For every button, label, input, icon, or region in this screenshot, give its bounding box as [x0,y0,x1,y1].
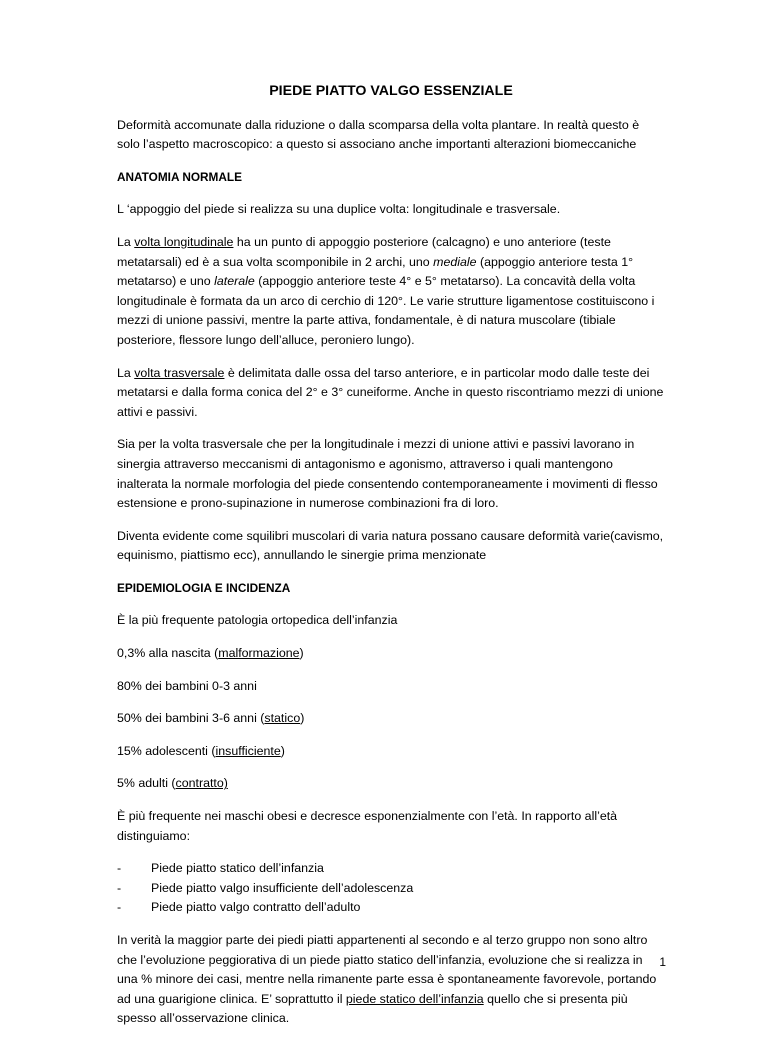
italic-term-mediale: mediale [433,254,477,269]
text-run: (appoggio anteriore testa 1° metatarso) e uno [117,254,634,289]
underlined-term: statico [264,711,301,726]
list-item [117,879,665,899]
text-run: ) [280,743,285,758]
list-dash: - [117,861,122,876]
text-run: (appoggio anteriore teste 4° e 5° metatarso). La concavità della volta longitudinale è formata da un arco di cerchio di 120°. Le varie strutture ligamentose costituiscono i mezzi di unione passivi, mentre la parte attiva, fondamentale, è di natura muscolare (tibiale posteriore, flessore lungo dell’alluce, peroniero lungo). [117,274,655,347]
text-run: quello che si presenta più spesso all’osservazione clinica. [117,991,628,1026]
text-run: In verità la maggior parte dei piedi piatti appartenenti al secondo e al terzo gruppo non sono altro che l’evoluzione peggiorativa di un piede piatto statico dell’infanzia, evoluzione che si realizza in una % minore dei casi, mentre nella rimanente parte essa è spontaneamente favorevole, portando ad una guarigione clinica. E’ soprattutto il [117,933,657,1006]
list-item-text: Piede piatto valgo insufficiente dell’adolescenza [151,880,414,895]
underlined-term-piede-statico: piede statico dell’infanzia [345,991,484,1006]
text-run: ) [300,711,305,726]
stat-line-3-6-anni [117,709,665,729]
epidemiology-paragraph-1: È la più frequente patologia ortopedica dell’infanzia [117,613,398,628]
epidemiology-paragraph-2: È più frequente nei maschi obesi e decresce esponenzialmente con l’età. In rapporto all’età distinguiamo: [117,809,618,843]
stat-line-0-3-anni [117,677,665,697]
anatomy-paragraph-2 [117,233,665,351]
text-run: 80% dei bambini 0-3 anni [117,678,257,693]
text-run: ha un punto di appoggio posteriore (calcagno) e uno anteriore (teste metatarsali) ed è a sua volta scomponibile in 2 archi, uno [117,234,611,269]
document-body [117,82,665,1042]
text-run: La [117,234,135,249]
section-heading-anatomia: ANATOMIA NORMALE [117,169,242,184]
stat-line-adolescenti [117,742,665,762]
anatomy-paragraph-4: Sia per la volta trasversale che per la longitudinale i mezzi di unione attivi e passivi lavorano in sinergia attraverso meccanismi di antagonismo e agonismo, attraverso i quali mantengono inalterata la normale morfologia del piede consentendo contemporaneamente i movimenti di flesso estensione e prono-supinazione in numerose combinazioni fra di loro. [117,437,658,511]
text-run: 0,3% alla nascita ( [117,646,219,661]
list-item [117,859,665,879]
stat-line-nascita [117,644,665,664]
text-run: è delimitata dalle ossa del tarso anteriore, e in particolar modo dalle teste dei metatarsi e dalla forma conica del 2° e 3° cuneiforme. Anche in questo riscontriamo mezzi di unione attivi e passivi. [117,365,664,419]
text-run: 15% adolescenti ( [117,743,216,758]
intro-paragraph: Deformità accomunate dalla riduzione o dalla scomparsa della volta plantare. In realtà questo è solo l’aspetto macroscopico: a questo si associano anche importanti alterazioni biomeccaniche [117,117,640,152]
anatomy-paragraph-5: Diventa evidente come squilibri muscolari di varia natura possano causare deformità varie(cavismo, equinismo, piattismo ecc), annullando le sinergie prima menzionate [117,528,664,563]
italic-term-laterale: laterale [214,274,255,289]
underlined-term: malformazione [218,646,300,661]
underlined-term-volta-longitudinale: volta longitudinale [134,234,234,249]
underlined-term: insufficiente [215,743,281,758]
document-title: PIEDE PIATTO VALGO ESSENZIALE [269,83,513,99]
text-run: La [117,365,135,380]
underlined-term: contratto) [175,776,228,791]
list-item [117,898,665,918]
text-run: 5% adulti ( [117,776,176,791]
stat-line-adulti [117,774,665,794]
age-classification-list [117,859,665,918]
list-item-text: Piede piatto valgo contratto dell’adulto [151,900,361,915]
text-run: 50% dei bambini 3-6 anni ( [117,711,265,726]
section-heading-epidemiologia: EPIDEMIOLOGIA E INCIDENZA [117,580,291,595]
underlined-term-volta-trasversale: volta trasversale [134,365,225,380]
text-run: ) [299,646,304,661]
epidemiology-paragraph-3 [117,931,665,1029]
list-dash: - [117,880,122,895]
anatomy-paragraph-3 [117,364,665,423]
page-number: 1 [659,955,666,969]
anatomy-paragraph-1: L ‘appoggio del piede si realizza su una duplice volta: longitudinale e trasversale. [117,202,561,217]
list-dash: - [117,900,122,915]
list-item-text: Piede piatto statico dell’infanzia [151,861,324,876]
